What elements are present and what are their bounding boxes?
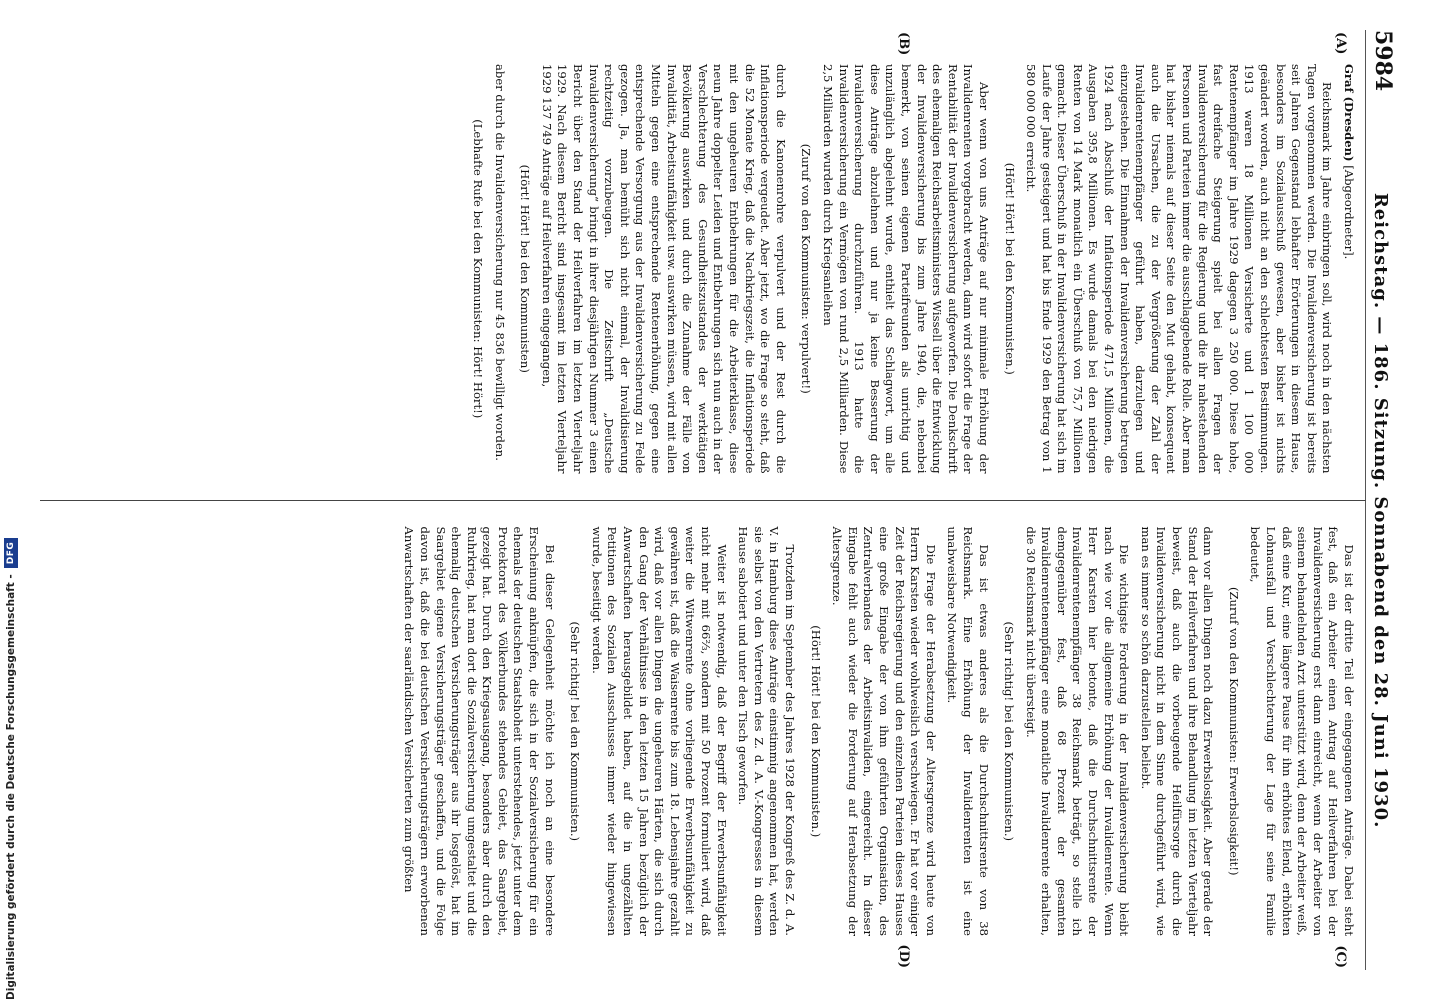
interjection: (Hört! Hört! bei den Kommunisten.)	[808, 625, 823, 838]
paragraph: aber durch die Invalidenversicherung nur 45 836 bewilligt worden.	[492, 64, 507, 461]
speaker-role: [Abgeordneter].	[1342, 165, 1356, 260]
margin-marker-d: (D)	[896, 944, 911, 968]
paragraph: Die wichtigste Forderung in der Invalidenversicherung bleibt nach wie vor die allgemeine Erhöhung der Invalidenrente. Wenn Herr Karsten hier betonte, daß die Durchschnittsrente der Invalidenrentenempfänger 38 Reichsmark beträgt, so stelle ich demgegenüber fest, daß 68 Prozent der gesamten Invalidenrentenempfänger eine monatliche Invalidenrente erhalten, die 30 Reichsmark nicht übersteigt.	[1023, 526, 1132, 936]
paragraph: durch die Kanonenrohre verpulvert und der Rest durch die Inflationsperiode vergeudet. Aber jetzt, wo die Frage so steht, daß die 52 Monate Krieg, daß die Nachkriegszeit, die Inflationsperiode mit den ungeheuren Entbehrungen für die Arbeiterklasse, diese neun Jahre doppelter Leiden und Entbehrungen sich nun auch in der Verschlechterung des Gesundheitszustandes der werktätigen Bevölkerung auswirken und durch die Zunahme der Fälle von Invalidität, Arbeitsunfähigkeit usw. auswirken müssen, wird mit allen Mitteln gegen eine entsprechende Rentenerhöhung, gegen eine entsprechende Versorgung aus der Invalidenversicherung zu Felde gezogen. Ja, man bemüht sich nicht einmal, der Invalidisierung rechtzeitig vorzubeugen. Die Zeitschrift „Deutsche Invalidenversicherung“ bringt in ihrer diesjährigen Nummer 3 einen Bericht über den Stand der Heilverfahren im letzten Vierteljahr 1929. Nach diesem Bericht sind insgesamt im letzten Vierteljahr 1929 137 749 Anträge auf Heilverfahren eingegangen,	[539, 64, 788, 474]
digitization-footer	[4, 0, 18, 1000]
paragraph: Das ist der dritte Teil der eingegangenen Anträge. Dabei steht fest, daß ein Arbeiter einen Antrag auf Heilverfahren bei der Invalidenversicherung erst dann einreicht, wenn der Arbeiter von seinem behandelnden Arzt unterstützt wird, denn der Arbeiter weiß, daß eine Kur, eine längere Pause für ihn erhöhtes Elend, erhöhten Lohnausfall und Verschlechterung der Lage für seine Familie bedeutet,	[1248, 526, 1356, 936]
dfg-logo-icon: DFG	[4, 538, 18, 569]
page-header	[1365, 30, 1410, 970]
speaker-name: Graf (Dresden)	[1342, 64, 1356, 162]
interjection: (Hört! Hört! bei den Kommunisten)	[518, 164, 533, 373]
paragraph: dann vor allen Dingen noch dazu Erwerbslosigkeit. Aber gerade der Stand der Heilverfahren und ihre Behandlung im letzten Vierteljahr beweist, daß auch die vorbeugende Heilfürsorge durch die Invalidenversicherung nicht in dem Sinne durchgeführt wird, wie man es immer so schön darzustellen beliebt.	[1138, 526, 1216, 936]
paragraph: Weiter ist notwendig, daß der Begriff der Erwerbsunfähigkeit nicht mehr mit 66⅔, sondern mit 50 Prozent formuliert wird, daß weiter die Witwenrente ohne vorliegende Erwerbsunfähigkeit zu gewähren ist, daß die Waisenrente bis zum 18. Lebensjahre gezahlt wird, daß vor allen Dingen die ungeheuren Härten, die sich durch den Gang der Verhältnisse in den letzten 15 Jahren bezüglich der Anwartschaften herausgebildet haben, auf die in ungezählten Petitionen des Sozialen Ausschusses immer wieder hingewiesen wurde, beseitigt werden.	[589, 526, 729, 936]
margin-marker-a: (A)	[1333, 32, 1348, 55]
paragraph: Reichsmark im Jahre einbringen soll, wird noch in den nächsten Tagen vorgenommen werden. Die Invalidenversicherung ist bereits seit Jahren Gegenstand lebhafter Erörterungen in diesem Hause, besonders im Sozialausschuß gewesen, aber bisher ist nichts geändert worden, auch nicht an den schlechtesten Bestimmungen. 1913 waren 18 Millionen Versicherte und 1 100 000 Rentenempfänger im Jahre 1929 dagegen 3 250 000. Diese hohe, fast dreifache Steigerung spielt bei allen Fragen der Invalidenversicherung für die Regierung und die ihr nahestehenden Personen und Parteien immer die ausschlaggebende Rolle. Aber man hat bisher niemals auf dieser Seite den Mut gehabt, konsequent auch die Ursachen, die zu der Vergrößerung der Zahl der Invalidenrentenempfänger geführt haben, darzulegen und einzugestehen. Die Einnahmen der Invalidenversicherung betrugen 1924 nach Abschluß der Inflationsperiode 471,5 Millionen, die Ausgaben 395,8 Millionen. Es wurde damals bei den niedrigen Renten von 14 Mark monatlich ein Überschuß von 75,7 Millionen gemacht. Dieser Überschuß in der Invalidenversicherung hat sich im Laufe der Jahre gesteigert und hat bis Ende 1929 den Betrag von 1 580 000 000 erreicht.	[1024, 64, 1335, 474]
paragraph: Das ist etwas anderes als die Durchschnittsrente von 38 Reichsmark. Eine Erhöhung der Invalidenrenten ist eine unabweisbare Notwendigkeit.	[945, 526, 991, 936]
interjection: (Lebhafte Rufe bei den Kommunisten: Hört! Hört!)	[471, 119, 486, 419]
interjection: (Sehr richtig! bei den Kommunisten.)	[568, 621, 583, 842]
paragraph: Die Frage der Herabsetzung der Altersgrenze wird heute von Herrn Karsten wieder wohlweislich verschwiegen. Er hat vor einiger Zeit der Reichsregierung und den einzelnen Parteien dieses Hauses eine große Eingabe der von ihm geführten Organisation, des Zentralverbandes der Arbeitsinvaliden, eingereicht. In dieser Eingabe fehlt auch wieder die Forderung auf Herabsetzung der Altersgrenze.	[830, 526, 938, 936]
margin-marker-b: (B)	[896, 32, 911, 56]
speaker-line	[1340, 64, 1356, 474]
left-column	[40, 30, 1356, 500]
page-title: Reichstag. — 186. Sitzung. Sonnabend den 28. Juni 1930.	[1370, 192, 1391, 829]
interjection: (Hört! Hört! bei den Kommunisten.)	[1002, 162, 1017, 375]
page-inner	[40, 30, 1410, 970]
text-columns	[40, 30, 1356, 970]
footer-text: Digitalisierung gefördert durch die Deutsche Forschungsgemeinschaft -	[5, 574, 17, 1000]
interjection: (Zuruf von den Kommunisten: Erwerbslosigkeit!)	[1226, 586, 1241, 876]
paragraph: Aber wenn von uns Anträge auf nur minimale Erhöhung der Invalidenrenten vorgebracht werden, dann wird sofort die Frage der Rentabilität der Invalidenversicherung aufgeworfen. Die Denkschrift des ehemaligen Reichsarbeitsministers Wissell über die Entwicklung der Invalidenversicherung bis zum Jahre 1940, die, nebenbei bemerkt, von seinen eigenen Parteifreunden als unrichtig und unzulänglich abgelehnt wurde, enthielt das Schlagwort, um alle diese Anträge abzulehnen und nur ja keine Besserung der Invalidenversicherung durchzuführen. 1913 hatte die Invalidenversicherung ein Vermögen von rund 2,5 Milliarden. Diese 2,5 Milliarden wurden durch Kriegsanleihen	[821, 64, 991, 474]
margin-marker-c: (C)	[1333, 945, 1348, 968]
interjection: (Zuruf von den Kommunisten: verpulvert!)	[799, 143, 814, 394]
paragraph: Bei dieser Gelegenheit möchte ich noch an eine besondere Erscheinung anknüpfen, die sich in der Sozialversicherung für ein ehemals der deutschen Staatshoheit unterstehendes, jetzt unter dem Protektorat des Völkerbundes stehendes Gebiet, das Saargebiet, gezeigt hat. Durch den Kriegsausgang, besonders aber durch den Ruhrkrieg, hat man dort die Sozialversicherung umgestaltet und die ehemalig deutschen Versicherungsträger aus ihr losgelöst, hat im Saargebiet eigene Versicherungsträger geschaffen, und die Folge davon ist, daß die bei deutschen Versicherungsträgern erworbenen Anwartschaften der saarländischen Versicherten zum größten	[402, 526, 557, 936]
page-number: 5984	[1370, 30, 1396, 92]
interjection: (Sehr richtig! bei den Kommunisten.)	[1002, 621, 1017, 842]
right-column	[40, 501, 1356, 971]
paragraph: Trotzdem im September des Jahres 1928 der Kongreß des Z. d. A. V. in Hamburg diese Anträge einstimmig angenommen hat, werden sie selbst von den Vertretern des Z. d. A. V.-Kongresses in diesem Hause sabotiert und unter den Tisch geworfen.	[736, 526, 797, 936]
